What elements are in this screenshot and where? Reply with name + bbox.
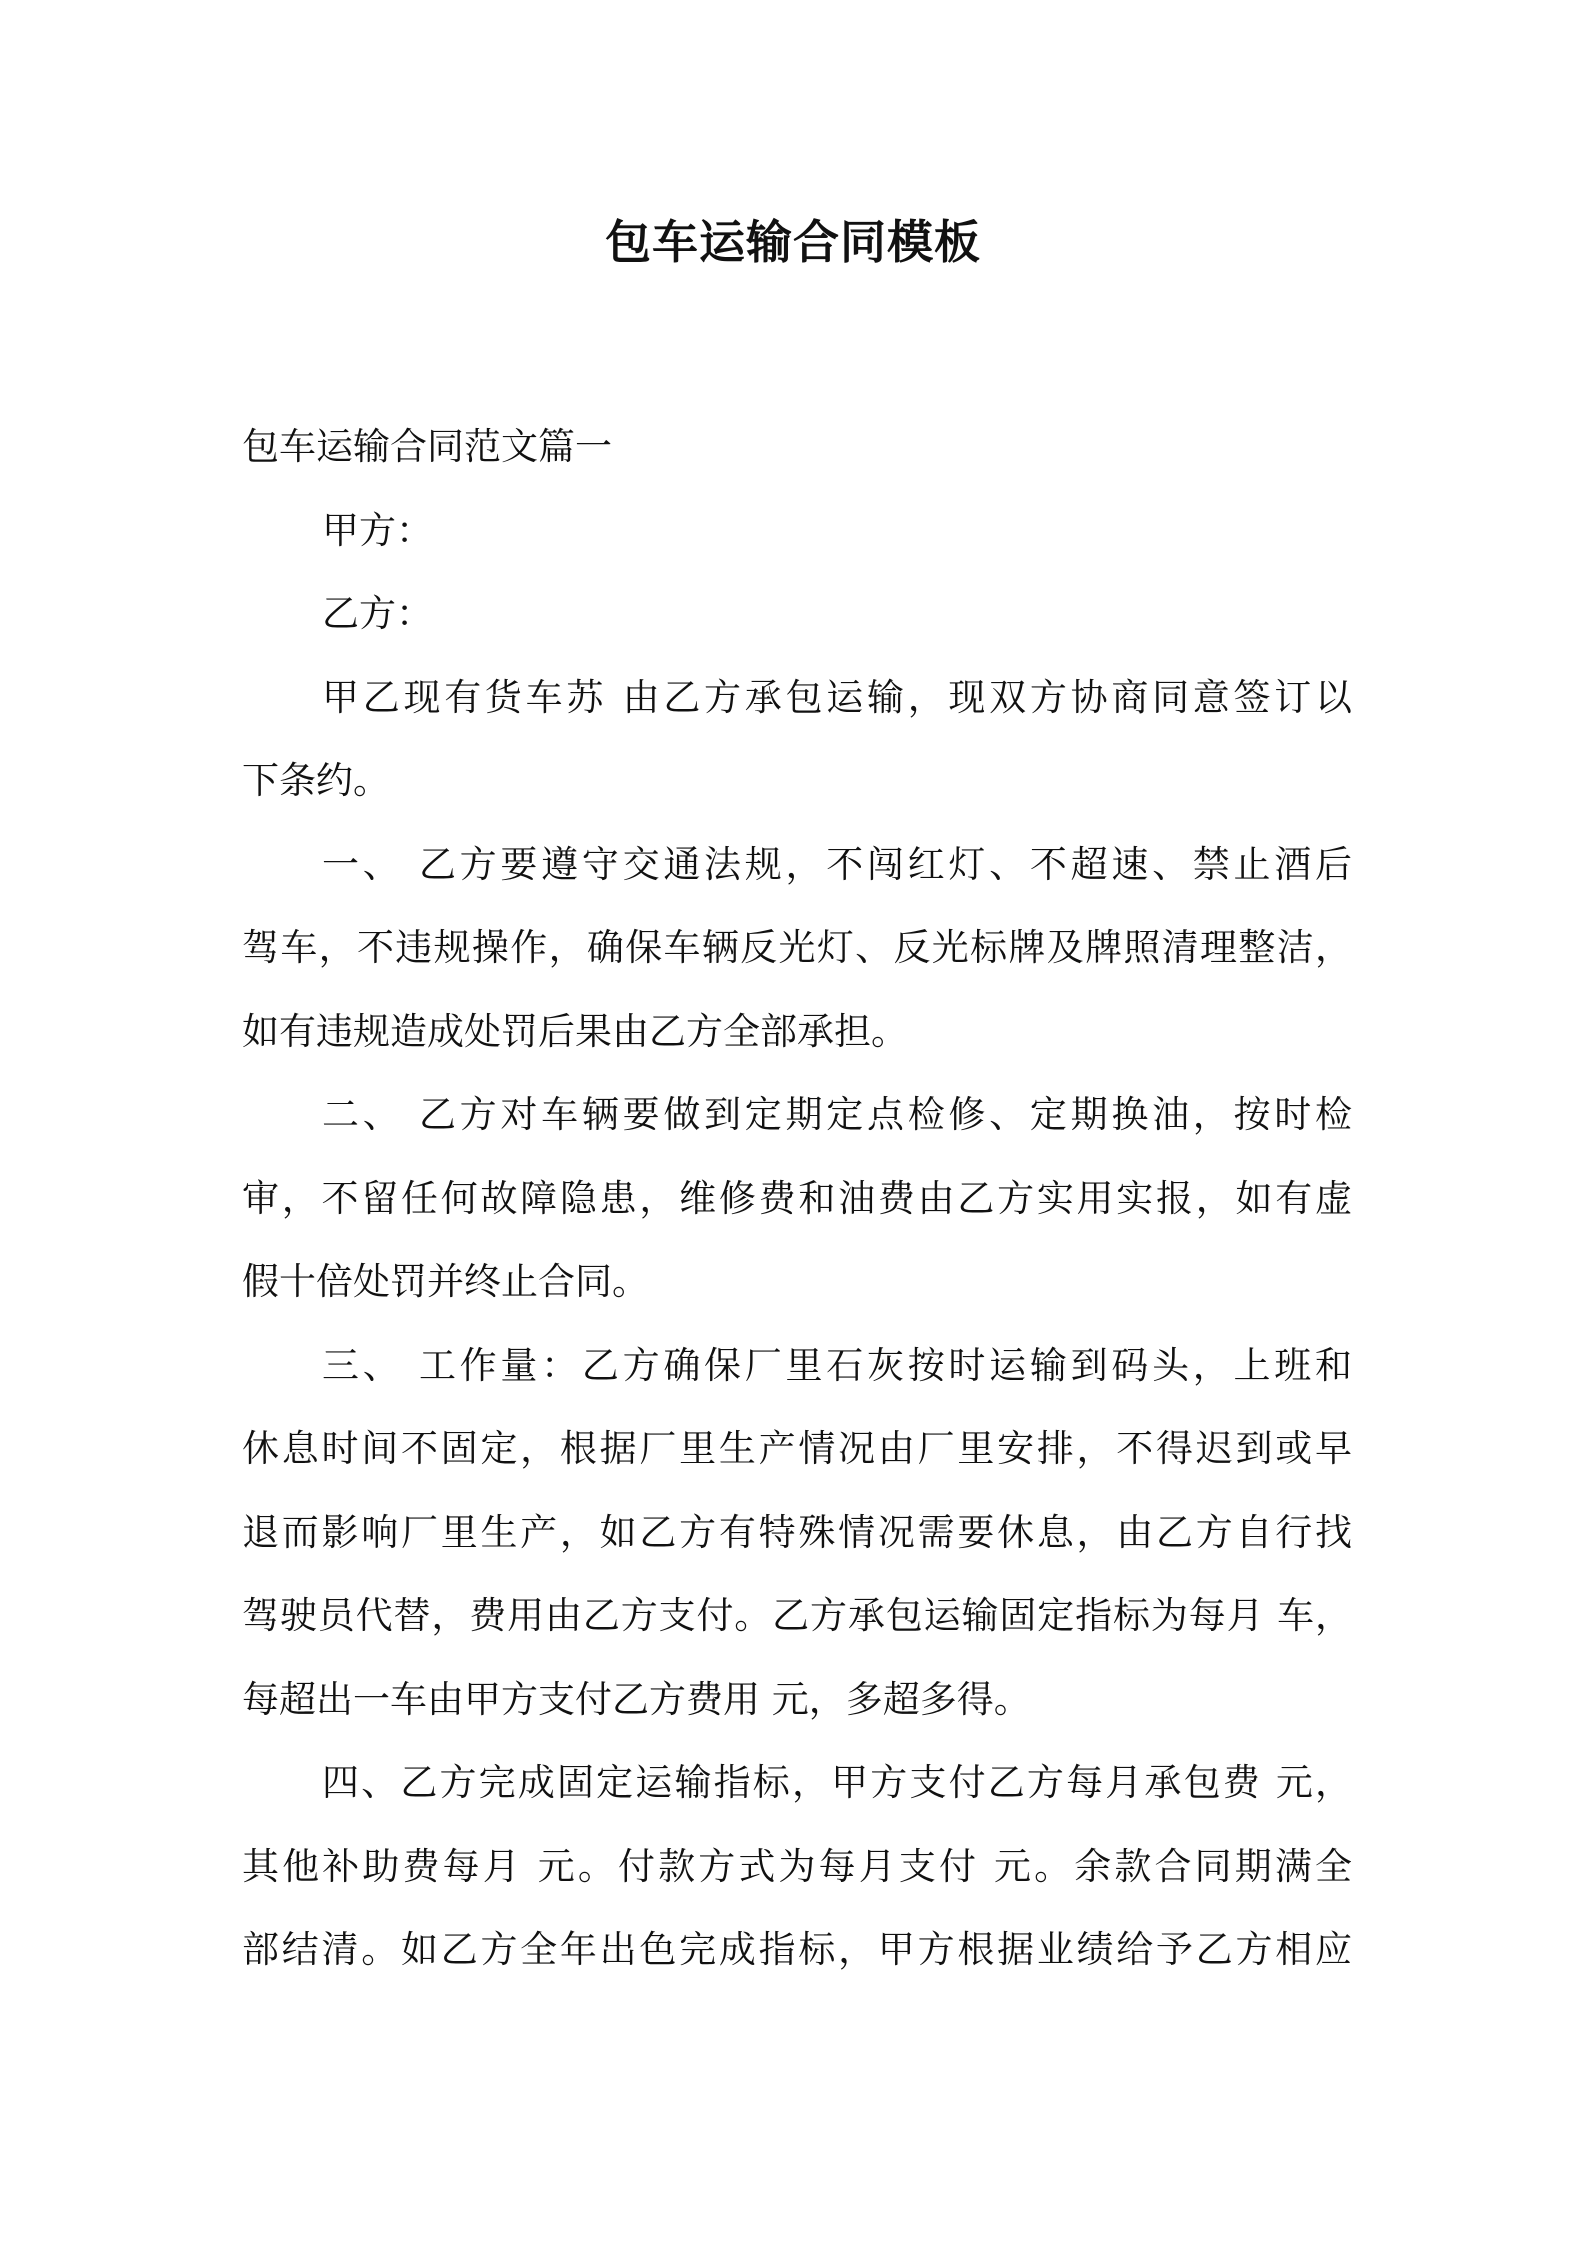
paragraph-line: 退而影响厂里生产，如乙方有特殊情况需要休息，由乙方自行找 (242, 1510, 1352, 1554)
paragraph-line: 甲乙现有货车苏 由乙方承包运输，现双方协商同意签订以 (322, 675, 1352, 719)
clause-1 (242, 823, 1352, 1074)
paragraph-line: 如有违规造成处罚后果由乙方全部承担。 (242, 1009, 908, 1053)
clause-3 (242, 1324, 1352, 1742)
party-b-field: 乙方： (322, 592, 433, 635)
paragraph-line: 休息时间不固定，根据厂里生产情况由厂里安排，不得迟到或早 (242, 1427, 1352, 1470)
paragraph-line: 每超出一车由甲方支付乙方费用 元，多超多得。 (242, 1677, 1031, 1721)
paragraph-line: 二、 乙方对车辆要做到定期定点检修、定期换油，按时检 (322, 1093, 1352, 1136)
clause-2 (242, 1073, 1352, 1324)
paragraph-line: 驾车，不违规操作，确保车辆反光灯、反光标牌及牌照清理整洁， (242, 926, 1352, 969)
clause-4 (242, 1741, 1352, 1992)
paragraph-line: 其他补助费每月 元。付款方式为每月支付 元。余款合同期满全 (242, 1844, 1352, 1888)
section-heading: 包车运输合同范文篇一 (242, 425, 612, 468)
document-body (242, 405, 1352, 1992)
paragraph-line: 三、 工作量：乙方确保厂里石灰按时运输到码头，上班和 (322, 1343, 1352, 1387)
paragraph-line: 审，不留任何故障隐患，维修费和油费由乙方实用实报，如有虚 (242, 1176, 1352, 1220)
document-title: 包车运输合同模板 (605, 215, 981, 269)
party-a-field: 甲方： (322, 508, 433, 552)
intro-paragraph (242, 656, 1352, 823)
paragraph-line: 驾驶员代替，费用由乙方支付。乙方承包运输固定指标为每月 车， (242, 1594, 1352, 1637)
paragraph-line: 假十倍处罚并终止合同。 (242, 1260, 649, 1303)
paragraph-line: 四、乙方完成固定运输指标，甲方支付乙方每月承包费 元， (322, 1761, 1352, 1804)
paragraph-line: 一、 乙方要遵守交通法规，不闯红灯、不超速、禁止酒后 (322, 842, 1352, 886)
paragraph-line: 部结清。如乙方全年出色完成指标，甲方根据业绩给予乙方相应 (242, 1928, 1352, 1971)
paragraph-line: 下条约。 (242, 759, 390, 802)
